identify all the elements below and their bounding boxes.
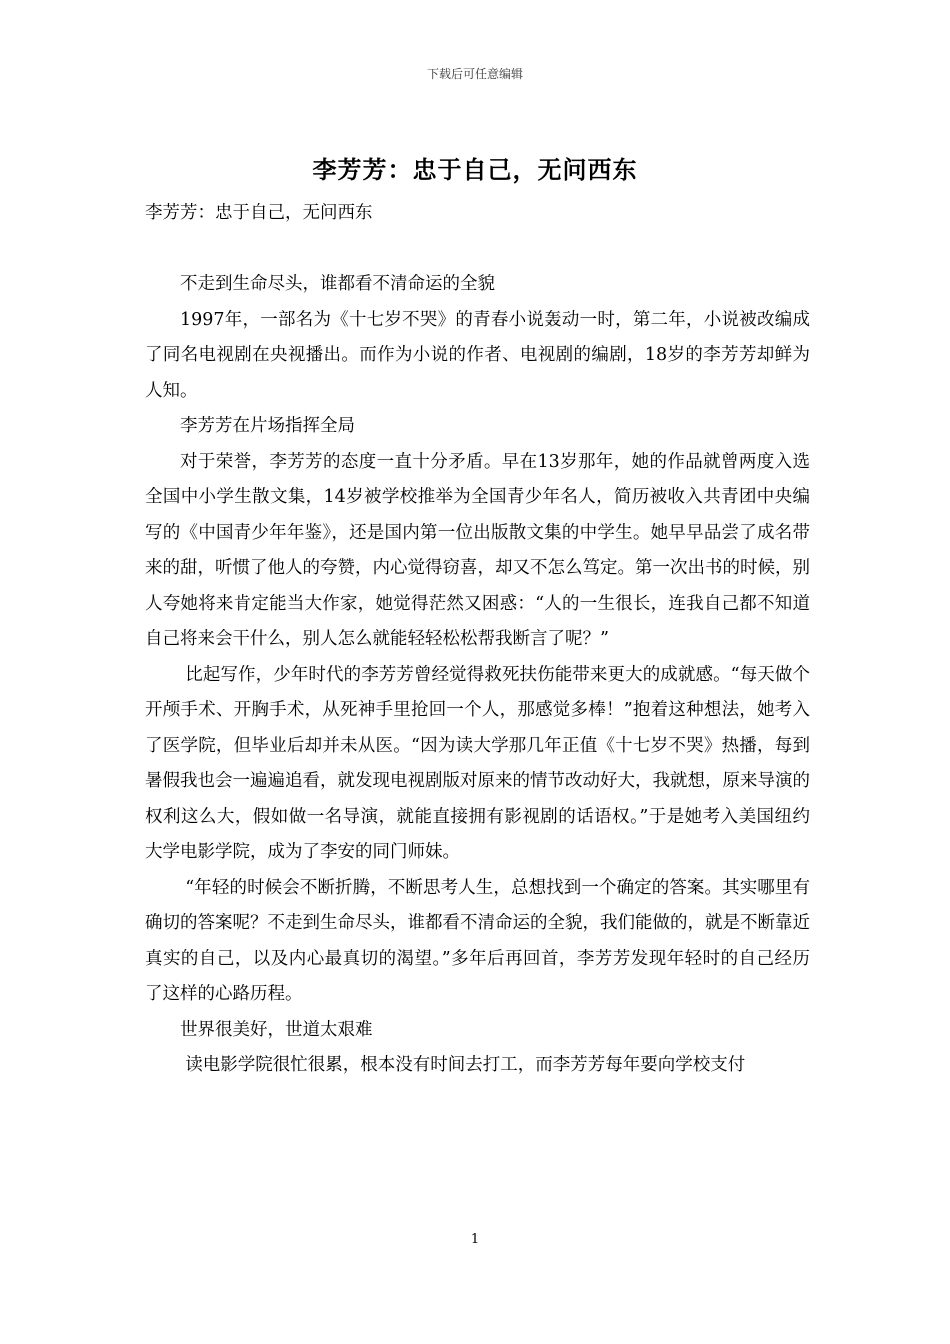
paragraph: 对于荣誉，李芳芳的态度一直十分矛盾。早在13岁那年，她的作品就曾两度入选全国中小学生散文集，14岁被学校推举为全国青少年名人，简历被收入共青团中央编写的《中国青少年年鉴》，还是国内第一位出版散文集的中学生。她早早品尝了成名带来的甜，听惯了他人的夸赞，内心觉得窃喜，却又不怎么笃定。第一次出书的时候，别人夸她将来肯定能当大作家，她觉得茫然又困惑：“人的一生很长，连我自己都不知道自己将来会干什么，别人怎么就能轻轻松松帮我断言了呢？” <box>145 451 810 649</box>
page-title: 李芳芳：忠于自己，无问西东 <box>312 155 638 184</box>
paragraph: 比起写作，少年时代的李芳芳曾经觉得救死扶伤能带来更大的成就感。“每天做个开颅手术、开胸手术，从死神手里抢回一个人，那感觉多棒！”抱着这种想法，她考入了医学院，但毕业后却并未从医。“因为读大学那几年正值《十七岁不哭》热播，每到暑假我也会一遍遍追看，就发现电视剧版对原来的情节改动好大，我就想，原来导演的权利这么大，假如做一名导演，就能直接拥有影视剧的话语权。”于是她考入美国纽约大学电影学院，成为了李安的同门师妹。 <box>145 664 810 862</box>
paragraph-caption: 李芳芳在片场指挥全局 <box>180 416 355 436</box>
paragraph: 1997年，一部名为《十七岁不哭》的青春小说轰动一时，第二年，小说被改编成了同名电视剧在央视播出。而作为小说的作者、电视剧的编剧，18岁的李芳芳却鲜为人知。 <box>145 309 810 401</box>
page-number: 1 <box>470 1232 480 1247</box>
header-note: 下载后可任意编辑 <box>426 67 523 81</box>
paragraph-section-heading: 世界很美好，世道太艰难 <box>180 1019 373 1040</box>
paragraph: “年轻的时候会不断折腾，不断思考人生，总想找到一个确定的答案。其实哪里有确切的答案呢？不走到生命尽头，谁都看不清命运的全貌，我们能做的，就是不断靠近真实的自己，以及内心最真切的渴望。”多年后再回首，李芳芳发现年轻时的自己经历了这样的心路历程。 <box>145 877 810 1004</box>
paragraph-section-heading: 不走到生命尽头，谁都看不清命运的全貌 <box>180 274 495 294</box>
paragraph: 读电影学院很忙很累，根本没有时间去打工，而李芳芳每年要向学校支付 <box>185 1055 746 1075</box>
article-subtitle: 李芳芳：忠于自己，无问西东 <box>145 203 373 223</box>
article-body <box>145 196 810 1084</box>
